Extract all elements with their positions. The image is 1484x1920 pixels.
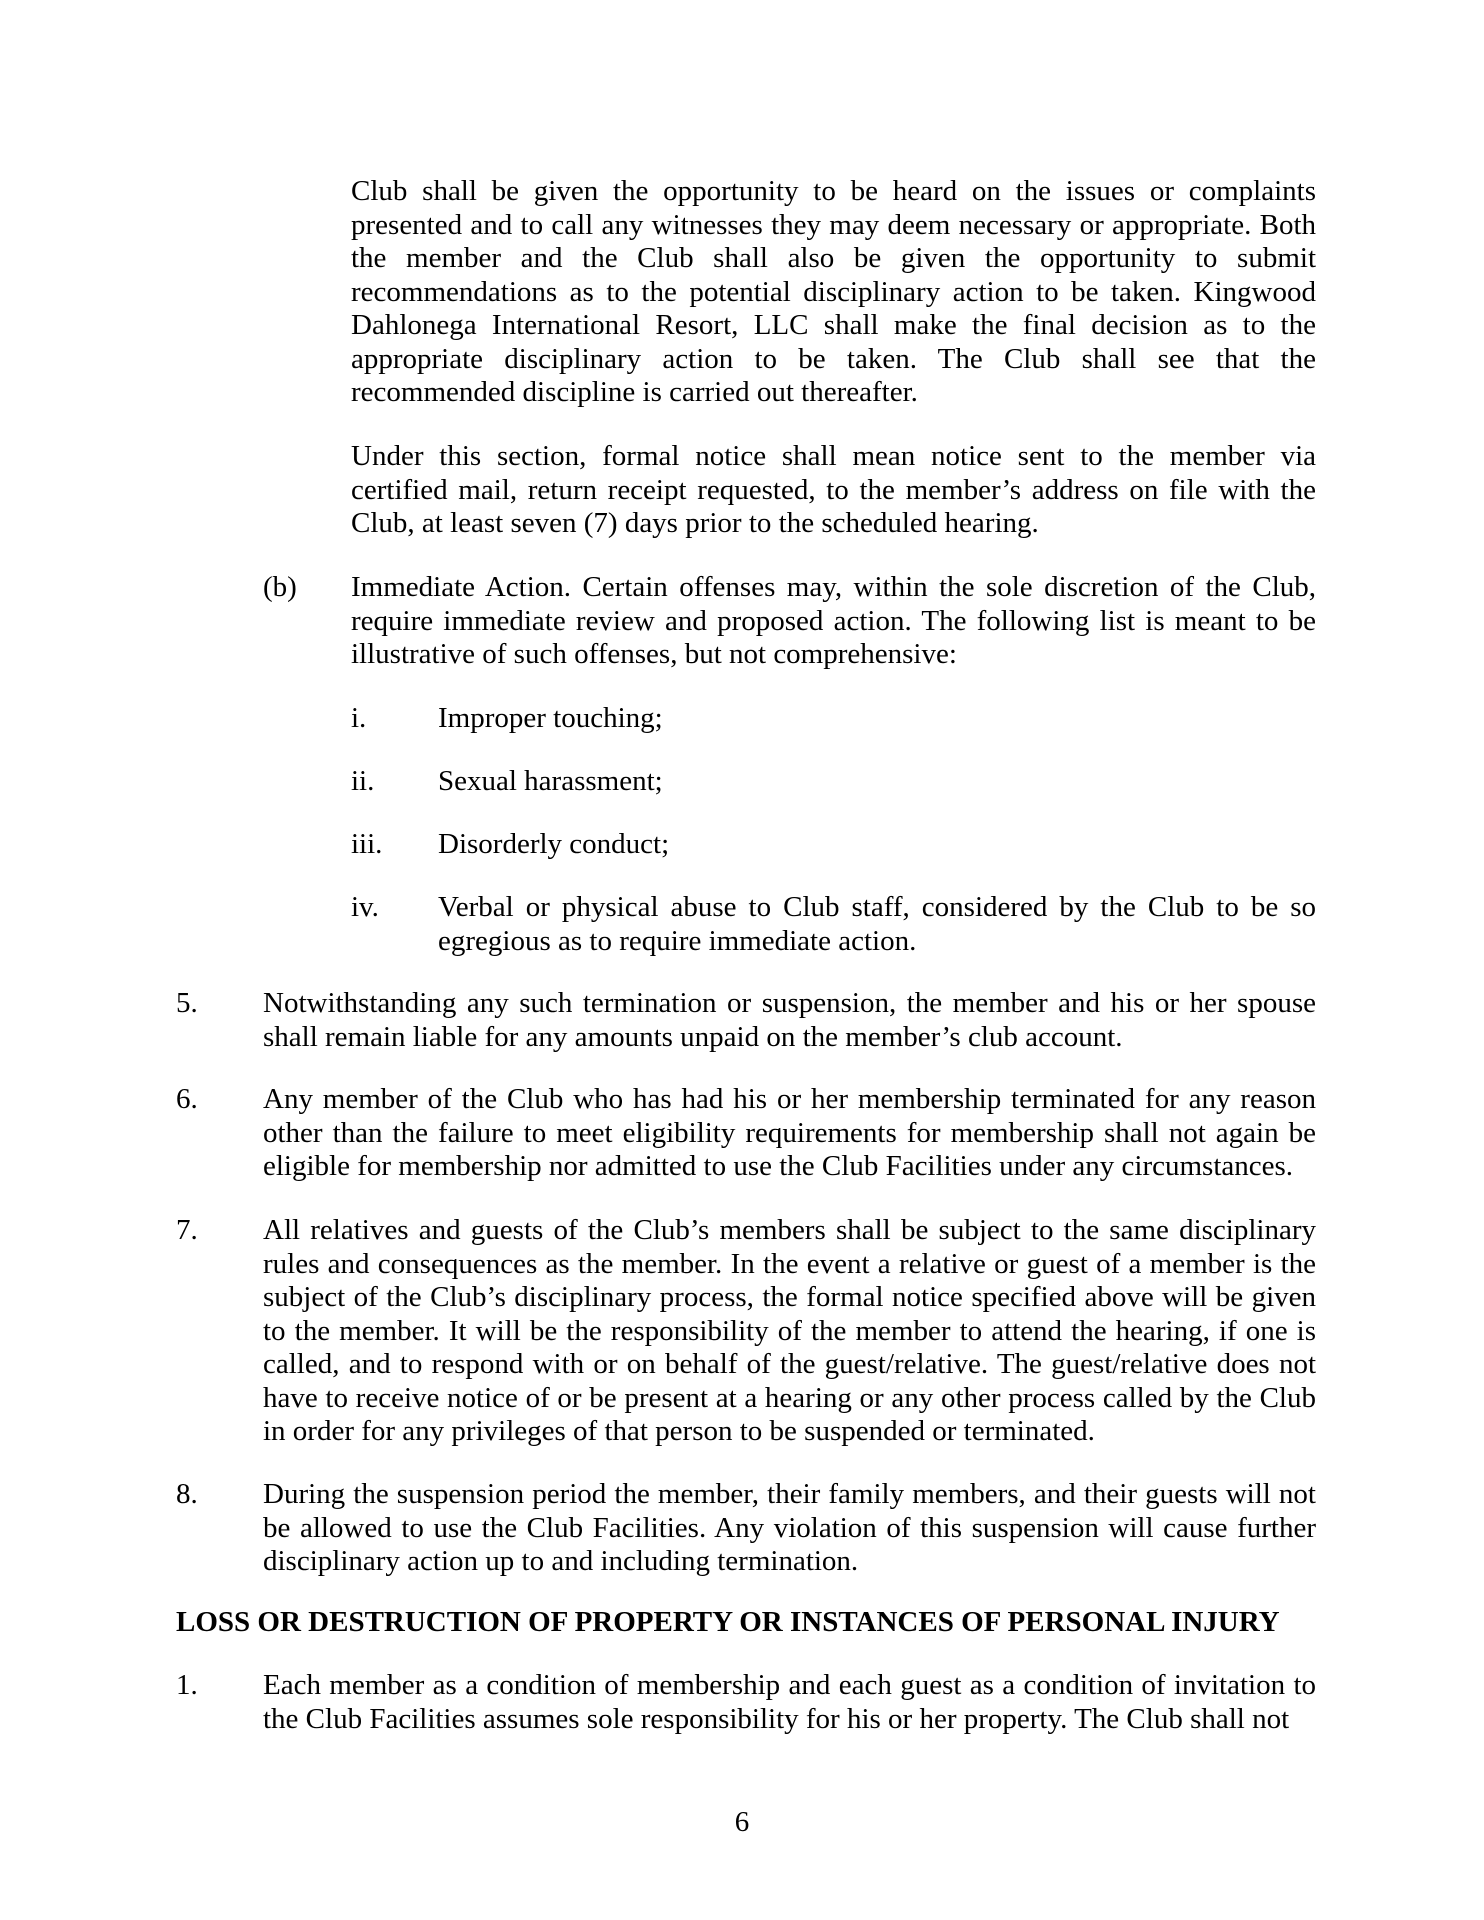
offense-text: Improper touching;: [438, 702, 663, 734]
numbered-item-text: During the suspension period the member, their family members, and their guests will not be allowed to use the Club Facilities. Any violation of this suspension will cause further disciplinary action up to and including termination.: [263, 1478, 1316, 1577]
numbered-item-label: 6.: [176, 1083, 198, 1115]
offense-label: iii.: [351, 828, 383, 860]
numbered-item-label: 8.: [176, 1478, 198, 1510]
offense-text: Disorderly conduct;: [438, 828, 670, 860]
numbered-item-text: Any member of the Club who has had his or her membership terminated for any reason other than the failure to meet eligibility requirements for membership shall not again be eligible for membership nor admitted to use the Club Facilities under any circumstances.: [263, 1083, 1316, 1182]
offense-label: ii.: [351, 765, 375, 797]
offense-text: Verbal or physical abuse to Club staff, considered by the Club to be so egregious as to require immediate action.: [438, 891, 1316, 957]
offense-label: iv.: [351, 891, 379, 923]
section-item-label: 1.: [176, 1669, 198, 1701]
numbered-item-label: 5.: [176, 987, 198, 1019]
numbered-item-text: All relatives and guests of the Club’s members shall be subject to the same disciplinary rules and consequences as the member. In the event a relative or guest of a member is the subject of the Club’s disciplinary process, the formal notice specified above will be given to the member. It will be the responsibility of the member to attend the hearing, if one is called, and to respond with or on behalf of the guest/relative. The guest/relative does not have to receive notice of or be present at a hearing or any other process called by the Club in order for any privileges of that person to be suspended or terminated.: [263, 1214, 1316, 1447]
continuation-paragraph-2: Under this section, formal notice shall mean notice sent to the member via certified mail, return receipt requested, to the member’s address on file with the Club, at least seven (7) days prior to the scheduled hearing.: [351, 440, 1316, 539]
numbered-item-label: 7.: [176, 1214, 198, 1246]
sub-item-b-label: (b): [263, 571, 297, 603]
offense-text: Sexual harassment;: [438, 765, 663, 797]
page-number: 6: [734, 1806, 750, 1838]
offense-label: i.: [351, 702, 367, 734]
section-item-text: Each member as a condition of membership and each guest as a condition of invitation to the Club Facilities assumes sole responsibility for his or her property. The Club shall not: [263, 1669, 1316, 1735]
continuation-paragraph-1: Club shall be given the opportunity to be heard on the issues or complaints presented and to call any witnesses they may deem necessary or appropriate. Both the member and the Club shall also be given the opportunity to submit recommendations as to the potential disciplinary action to be taken. Kingwood Dahlonega International Resort, LLC shall make the final decision as to the appropriate disciplinary action to be taken. The Club shall see that the recommended discipline is carried out thereafter.: [351, 175, 1316, 408]
numbered-item-text: Notwithstanding any such termination or suspension, the member and his or her spouse shall remain liable for any amounts unpaid on the member’s club account.: [263, 987, 1316, 1053]
sub-item-b-text: Immediate Action. Certain offenses may, within the sole discretion of the Club, require immediate review and proposed action. The following list is meant to be illustrative of such offenses, but not comprehensive:: [351, 571, 1316, 670]
section-heading: LOSS OR DESTRUCTION OF PROPERTY OR INSTANCES OF PERSONAL INJURY: [176, 1606, 1280, 1638]
